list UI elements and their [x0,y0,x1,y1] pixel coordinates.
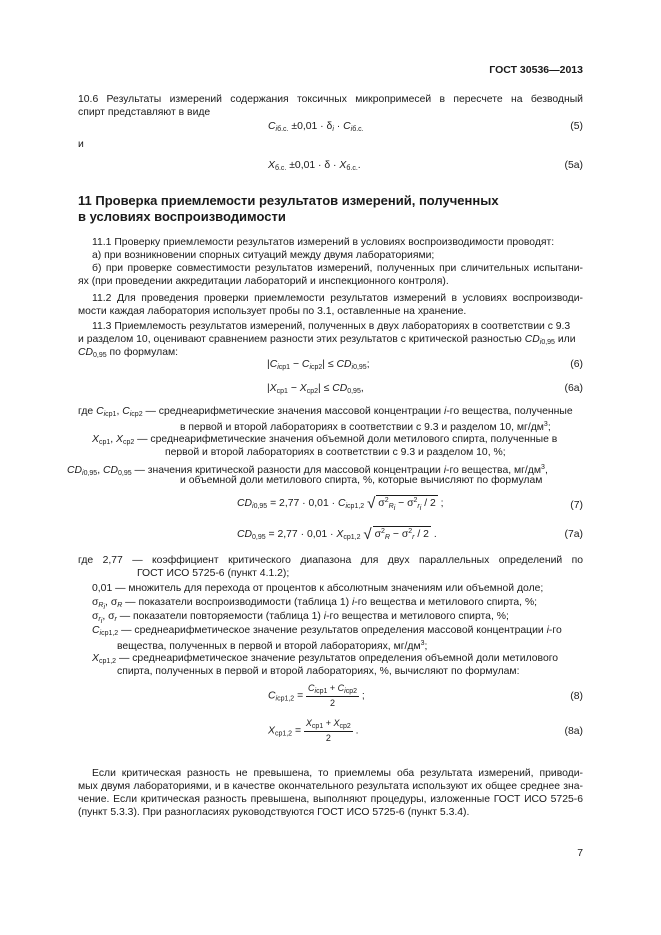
page-number: 7 [577,848,583,859]
conjunction-and: и [78,139,84,150]
where-c-desc1: — среднеарифметические значения массовой концентрации [142,406,444,417]
paragraph-10-6-line2: спирт представляют в виде [78,107,211,118]
where-x12-desc1: — среднеарифметическое значение результатов определения объемной доли метилового [116,653,559,664]
paragraph-11-2-line1: 11.2 Для проведения проверки приемлемости результатов измерений в условиях воспроизводи- [92,293,583,304]
formula-5: $C_{iб.с.} \pm 0,01 \cdot \delta_i \cdot C_{iб.с.}$ [268,121,364,133]
paragraph-11-2-line2: мости каждая лаборатория использует пробы по 3.1, оставленные на хранение. [78,306,467,317]
where-x12-line1: $X_{ср1,2}$ — среднеарифметическое значение результатов определения объемной доли метилового [92,653,559,665]
where-c12-desc1: — среднеарифметическое значение результатов определения массовой концентрации [118,625,547,636]
where-sigma-r-desc: — показатели повторяемости (таблица 1) [116,611,324,622]
section-11-title-line1: 11 Проверка приемлемости результатов измерений, полученных [78,193,499,208]
where-cd-line1: $CD_{i0,95}$, $CD_{0,95}$ — значения критической разности для массовой концентрации i-го вещества, $мг/дм^3$, [67,464,548,477]
where-x-desc1: — среднеарифметические значения объемной доли метилового спирта, полученные в [134,434,558,445]
paragraph-11-3-line3: $CD_{0,95}$ по формулам: [78,347,179,359]
where-k-line1: где 2,77 — коэффициент критического диапазона для двух параллельных определений по [78,555,583,566]
paragraph-11-1-line1: 11.1 Проверку приемлемости результатов измерений в условиях воспроизводимости проводят: [92,237,555,248]
where-sigma-r-desc2: -го вещества и метилового спирта, %; [326,611,509,622]
where-gde: где [78,406,97,417]
conclusion-line1: Если критическая разность не превышена, то приемлемы оба результата измерений, приводи- [92,768,583,779]
paragraph-10-6-line1: 10.6 Результаты измерений содержания токсичных микропримесей в пересчете на безводный [78,94,583,105]
paragraph-11-3-line2: и разделом 10, оценивают сравнением разности этих результатов с критической разностью $CD_{i0,95}$ или [78,334,576,346]
section-11-heading [78,193,499,225]
formula-7a-number: (7а) [564,529,583,540]
document-header-code: ГОСТ 30536—2013 [489,64,583,76]
paragraph-11-3-line1: 11.3 Приемлемость результатов измерений, полученных в двух лабораториях в соответствии с 9.3 [92,321,571,332]
conclusion-line4: (пункт 5.3.3). При разногласиях руководствуются ГОСТ ИСО 5725-6 (пункт 5.3.4). [78,807,470,818]
where-c12-desc1b: -го [548,625,562,636]
formula-5-number: (5) [570,121,583,132]
where-k-line2: ГОСТ ИСО 5725-6 (пункт 4.1.2); [137,568,290,579]
where-x-line1: $X_{ср1}$, $X_{ср2}$ — среднеарифметические значения объемной доли метилового спирта, полученные в [92,434,558,446]
where-c12-line2: вещества, полученных в первой и второй лабораториях, $мг/дм^3$; [117,640,428,652]
formula-8: $C_{iср1,2}$ = $\frac{C_{iср1} + C_{iср2}}{2}$ ; [268,683,365,708]
where-sigma-R-desc2: -го вещества и метилового спирта, %; [354,597,538,608]
conclusion-line2: мых двумя лабораториями, и в качестве окончательного результата используют их общее среднее зна- [78,781,583,792]
where-c-desc1b: -го вещества, полученные [446,406,573,417]
where-multiplier: 0,01 — множитель для перехода от процентов к абсолютным значениям или объемной доле; [92,583,544,594]
where-cd-desc1: — значения критической разности для массовой концентрации [131,465,444,476]
where-sigma-R-desc: — показатели воспроизводимости (таблица 1) [122,597,352,608]
conclusion-line3: чение. Если критическая разность превышена, выполняют процедуры, изложенные ГОСТ ИСО 5725-6 [78,794,583,805]
formula-5a: $X_{б.с.} \pm 0,01 \cdot \delta \cdot X_{б.с.}$. [268,160,361,172]
formula-8a-number: (8а) [564,726,583,737]
formula-6: $|C_{iср1} - C_{iср2}| \le CD_{i0,95}$; [267,359,370,371]
where-c-line2: в первой и второй лабораториях в соответствии с 9.3 и разделом 10, $мг/дм^3$; [180,421,551,433]
where-c-line1: где $C_{iср1}$, $C_{iср2}$ — среднеарифметические значения массовой концентрации i-го вещества, полученные [78,406,573,418]
where-cd-desc1b: -го вещества, мг/дм [446,465,542,476]
paragraph-11-3-line3-text: по формулам: [106,347,179,358]
where-x-line2: первой и второй лабораториях в соответствии с 9.3 и разделом 10, %; [165,447,506,458]
formula-7-number: (7) [570,500,583,511]
where-c12-line1: $C_{iср1,2}$ — среднеарифметическое значение результатов определения массовой концентрации i-го [92,625,562,637]
where-x12-line2: спирта, полученных в первой и второй лабораториях, %, вычисляют по формулам: [117,666,520,677]
section-11-title-line2: в условиях воспроизводимости [78,209,286,224]
formula-7a: $CD_{0,95} = 2,77 \cdot 0,01 \cdot X_{ср1,2}$ √ $\sigma^2_R - \sigma^2_r / 2$ . [237,526,437,543]
formula-6a-number: (6а) [564,383,583,394]
formula-7: $CD_{i0,95} = 2,77 \cdot 0,01 \cdot C_{iср1,2}$ √ $\sigma^2_{R_i} - \sigma^2_{r_i} / 2$ ; [237,495,444,512]
paragraph-11-3-line2-text: и разделом 10, оценивают сравнением разности этих результатов с критической разностью [78,334,525,345]
formula-8a: $X_{ср1,2}$ = $\frac{X_{ср1} + X_{ср2}}{2}$ . [268,718,359,743]
paragraph-11-1-line2: а) при возникновении спорных ситуаций между двумя лабораториями; [92,250,435,261]
where-c-desc2: в первой и второй лабораториях в соответствии с 9.3 и разделом 10, мг/дм [180,422,544,433]
formula-5a-number: (5а) [564,160,583,171]
paragraph-11-3-line2-or: или [554,334,576,345]
paragraph-11-1-line4: ях (при проведении аккредитации лабораторий и инспекционного контроля). [78,276,449,287]
where-c12-desc2: вещества, полученных в первой и второй лабораториях, мг/дм [117,641,421,652]
formula-6a: $|X_{ср1} - X_{ср2}| \le CD_{0,95}$, [267,383,364,395]
formula-8-number: (8) [570,691,583,702]
formula-6-number: (6) [570,359,583,370]
paragraph-11-1-line3: б) при проверке совместимости результатов измерений, полученных при сличительных испытани- [92,263,583,274]
where-sigma-R: $\sigma_{R_i}$, $\sigma_R$ — показатели воспроизводимости (таблица 1) i-го вещества и метилового спирта, %; [92,597,538,611]
where-sigma-r: $\sigma_{r_i}$, $\sigma_r$ — показатели повторяемости (таблица 1) i-го вещества и метилового спирта, %; [92,611,509,625]
where-cd-line2: и объемной доли метилового спирта, %, которые вычисляют по формулам [180,475,543,486]
